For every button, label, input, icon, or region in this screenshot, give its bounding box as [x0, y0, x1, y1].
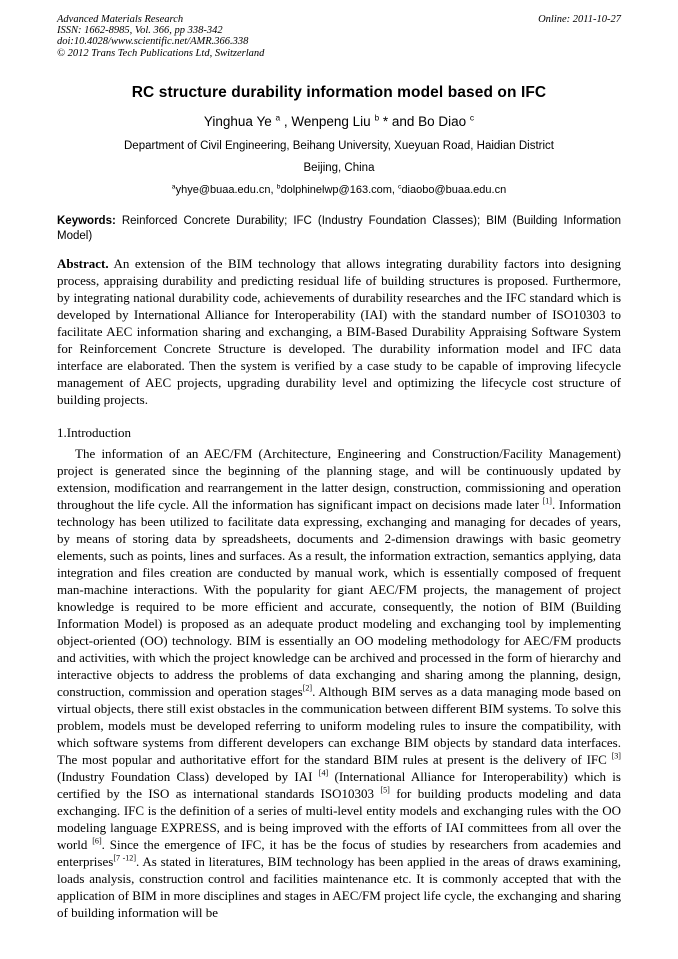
author-emails: $^a$yhye@buaa.edu.cn, $^b$dolphinelwp@163.com, $^c$diaobo@buaa.edu.cn [171, 183, 507, 196]
affiliation-department: Department of Civil Engineering, Beihang University, Xueyuan Road, Haidian District [124, 139, 554, 152]
section-heading-introduction: 1.Introduction [57, 425, 132, 441]
introduction-paragraph: The information of an AEC/FM (Architecture, Engineering and Construction/Facility Management) project is generated since the beginning of the planning stage, and will be continuously updated by extension, modification and rearrangement in the latter design, construction, commissioning and operation throughout the life cycle. All the information has significant impact on decisions made later [1]. Information technology has been utilized to facilitate data expressing, exchanging and managing for decades of years, by means of storing data by spreadsheets, documents and 2-dimension drawings with basic geometry elements, such as points, lines and surfaces. As a result, the information extraction, semantics applying, data integration and files creation are conducted by manual work, which is essentially composed of frequent man-machine interactions. With the popularity for giant AEC/FM projects, the management of project knowledge is required to be more efficient and accurate, consequently, the notion of BIM (Building Information Model) is proposed as an adequate product modeling and exchanging tool by implementing object-oriented (OO) technology. BIM is essentially an OO modeling methodology for AEC/FM products and activities, with which the project knowledge can be archived and processed in the form of hierarchy and interactive objects to address the problems of data exchanging and sharing among the planning, design, construction, commission and operation stages[2]. Although BIM serves as a data managing mode based on virtual objects, there still exist obstacles in the communication between different BIM systems. To solve this problem, models must be developed referring to uniform modeling rules to insure the compatibility, with which software systems from different developers can exchange BIM objects by standard data interfaces. The most popular and authoritative effort for the standard BIM rules at present is the delivery of IFC [3] (Industry Foundation Class) developed by IAI [4] (International Alliance for Interoperability) which is certified by the ISO as international standards ISO10303 [5] for building products modeling and data exchanging. IFC is the definition of a series of multi-level entity models and exchanging rules with the OO modeling language EXPRESS, and is being improved with the efforts of IAI committees from all over the world [6]. Since the emergence of IFC, it has be the focus of studies by researchers from academies and enterprises[7 -12]. As stated in literatures, BIM technology has been applied in the areas of draws examining, loads analysis, construction control and facilities maintenance etc. It is commonly accepted that with the application of BIM in more disciplines and stages in AEC/FM project life cycle, the exchanging and sharing of building information will be [57, 446, 622, 921]
paper-title: RC structure durability information model based on IFC [131, 83, 547, 101]
publisher-info-block [57, 14, 264, 59]
abstract-paragraph: Abstract. An extension of the BIM technology that allows integrating durability factors into designing process, appraising durability and predicting residual life of building structures is proposed. Furthermore, by integrating national durability code, achievements of durability researches and the IFC standard which is developed by International Alliance for Interoperability (IAI) with the standard number of ISO10303 to facilitate AEC information sharing and exchanging, a BIM-Based Durability Appraising Software System for Reinforcement Concrete Structure is developed. The durability information model and IFC data interface are elaborated. Then the system is verified by a case study to be capable of improving lifecycle management of AEC projects, upgrading durability level and optimizing the lifecycle cost structure of building projects. [57, 256, 621, 408]
issn-volume-pages: ISSN: 1662-8985, Vol. 366, pp 338-342 [57, 25, 223, 37]
doi-line: doi:10.4028/www.scientific.net/AMR.366.338 [57, 36, 249, 48]
publisher-header [57, 14, 621, 59]
copyright-line: © 2012 Trans Tech Publications Ltd, Switzerland [57, 47, 265, 59]
online-date: Online: 2011-10-27 [538, 14, 621, 25]
affiliation-city: Beijing, China [303, 161, 375, 174]
keywords-paragraph: Keywords: Reinforced Concrete Durability; IFC (Industry Foundation Classes); BIM (Building Information Model) [57, 214, 621, 242]
authors-line: Yinghua Ye $^a$ , Wenpeng Liu $^b$ * and Bo Diao $^c$ [203, 112, 475, 129]
journal-name: Advanced Materials Research [57, 14, 184, 25]
